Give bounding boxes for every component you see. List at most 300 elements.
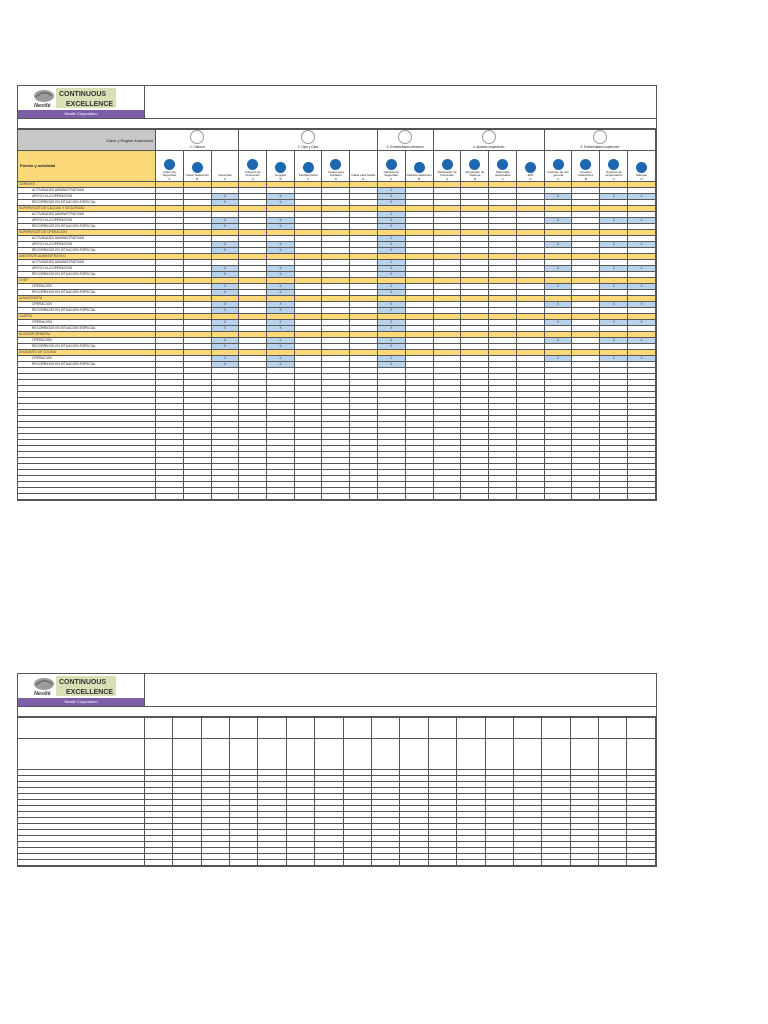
- region-group-label: 3. Extremidades inferiores: [386, 145, 424, 149]
- ppe-column-header: [350, 151, 378, 182]
- ppe-name: Casco Dieléctrico: [185, 173, 209, 177]
- ppe-required-cell: X: [377, 320, 405, 326]
- ppe-required-cell: X: [377, 326, 405, 332]
- ppe-icon: [553, 159, 564, 170]
- ppe-required-cell: X: [544, 320, 572, 326]
- ppe-required-cell: X: [628, 266, 656, 272]
- ppe-required-cell: X: [544, 338, 572, 344]
- ppe-code: C: [612, 176, 615, 181]
- ppe-required-cell: X: [211, 224, 239, 230]
- ppe-column-header: [183, 151, 211, 182]
- blank-cell: [428, 860, 456, 866]
- ppe-column-header: [377, 151, 405, 182]
- region-group: [377, 130, 433, 151]
- ppe-column-header: [628, 151, 656, 182]
- ppe-required-cell: X: [267, 308, 295, 314]
- empty-cell: [572, 494, 600, 500]
- ppe-required-cell: X: [211, 248, 239, 254]
- blank-header-cell: [173, 718, 201, 739]
- ppe-required-cell: X: [544, 302, 572, 308]
- ppe-required-cell: X: [211, 284, 239, 290]
- region-group: [544, 130, 655, 151]
- empty-cell: [600, 494, 628, 500]
- ppe-required-cell: X: [544, 356, 572, 362]
- blank-header-cell: [144, 718, 172, 739]
- blank-cell: [144, 860, 172, 866]
- ppe-required-cell: X: [377, 188, 405, 194]
- activity-name: RECORRIDOS EN SITUACIÓN ESPECIAL: [18, 272, 156, 278]
- empty-cell: [405, 494, 433, 500]
- blank-header-cell: [627, 739, 656, 770]
- empty-cell: [294, 494, 322, 500]
- blank-header-cell: [570, 739, 598, 770]
- ppe-column-header: [544, 151, 572, 182]
- blank-header-cell: [400, 739, 428, 770]
- ppe-code: B: [473, 176, 476, 181]
- activity-name: RECORRIDOS EN SITUACIÓN ESPECIAL: [18, 224, 156, 230]
- ppe-required-cell: X: [211, 320, 239, 326]
- empty-cell: [489, 494, 517, 500]
- ppe-required-cell: X: [267, 218, 295, 224]
- blank-header-cell: [286, 718, 314, 739]
- ppe-required-cell: X: [600, 338, 628, 344]
- ppe-required-cell: X: [267, 272, 295, 278]
- ppe-code: D: [640, 176, 643, 181]
- ppe-name: Guantes dieléctricos: [578, 169, 594, 177]
- blank-cell: [599, 860, 627, 866]
- ppe-required-cell: X: [267, 224, 295, 230]
- ppe-required-cell: X: [628, 320, 656, 326]
- ppe-icon: [469, 159, 480, 170]
- blank-header-label: [18, 718, 144, 739]
- blank-header-cell: [286, 739, 314, 770]
- svg-text:CONTINUOUS: CONTINUOUS: [59, 91, 107, 98]
- ppe-required-cell: X: [628, 218, 656, 224]
- blank-header-cell: [229, 739, 257, 770]
- empty-cell: [433, 494, 461, 500]
- activity-name: ACTIVIDADES ADMINISTRATIVAS: [18, 236, 156, 242]
- ppe-name: Anteojos de Protección: [244, 169, 261, 177]
- ppe-required-cell: X: [600, 242, 628, 248]
- blank-header-cell: [485, 718, 513, 739]
- body-region-icon: [301, 130, 315, 144]
- role-name: ALMACENISTA: [18, 296, 156, 302]
- blank-header-row: [18, 739, 656, 770]
- role-name: SUPERVISOR DE OPERACIÓN: [18, 230, 156, 236]
- logo-subtitle-bar: Nestlé Corporativo: [18, 110, 144, 118]
- empty-cell: [461, 494, 489, 500]
- blank-header-cell: [599, 718, 627, 739]
- blank-header-cell: [542, 718, 570, 739]
- svg-text:CONTINUOUS: CONTINUOUS: [59, 679, 107, 686]
- ppe-name: Calzado dieléctrico: [406, 173, 432, 177]
- blank-cell: [286, 860, 314, 866]
- region-group: [239, 130, 377, 151]
- blank-cell: [542, 860, 570, 866]
- blank-header-cell: [315, 739, 343, 770]
- ppe-required-cell: X: [211, 290, 239, 296]
- blank-header-cell: [201, 718, 229, 739]
- ppe-code: B: [196, 176, 199, 181]
- blank-cell: [513, 860, 541, 866]
- ppe-required-cell: X: [211, 302, 239, 308]
- ppe-required-cell: X: [544, 242, 572, 248]
- ppe-required-cell: X: [544, 284, 572, 290]
- ppe-icon: [525, 162, 536, 173]
- ppe-required-cell: X: [211, 200, 239, 206]
- ppe-required-cell: X: [377, 260, 405, 266]
- ppe-required-cell: X: [211, 362, 239, 368]
- ppe-column-header: [572, 151, 600, 182]
- ppe-icon: [164, 159, 175, 170]
- ppe-required-cell: X: [377, 344, 405, 350]
- ppe-column-header: [517, 151, 545, 182]
- role-name: ASISTENTE ADMINISTRATIVO: [18, 254, 156, 260]
- ppe-required-cell: X: [628, 356, 656, 362]
- ppe-icon: [497, 159, 508, 170]
- blank-header-cell: [428, 718, 456, 739]
- ppe-required-cell: X: [211, 338, 239, 344]
- ppe-required-cell: X: [377, 194, 405, 200]
- ppe-icon: [608, 159, 619, 170]
- ppe-required-cell: X: [267, 242, 295, 248]
- ppe-matrix-sheet: [17, 85, 657, 501]
- region-group-row: [18, 130, 656, 151]
- ppe-required-cell: X: [211, 266, 239, 272]
- ppe-name: Capuchas: [218, 173, 232, 177]
- region-group-label: 5. Extremidades superiores: [580, 145, 620, 149]
- ppe-required-cell: X: [544, 194, 572, 200]
- ppe-required-cell: X: [377, 272, 405, 278]
- activity-name: ACTIVIDADES ADMINISTRATIVAS: [18, 188, 156, 194]
- ppe-required-cell: X: [600, 266, 628, 272]
- body-region-icon: [593, 130, 607, 144]
- company-logo: [18, 86, 145, 118]
- blank-header-cell: [457, 718, 485, 739]
- empty-cell: [267, 494, 295, 500]
- ppe-code: B: [279, 176, 282, 181]
- ppe-required-cell: X: [211, 356, 239, 362]
- ppe-code: A: [446, 176, 449, 181]
- blank-header-cell: [343, 739, 371, 770]
- ppe-required-cell: X: [377, 236, 405, 242]
- blank-header-cell: [315, 718, 343, 739]
- blank-cell: [400, 860, 428, 866]
- region-group: [433, 130, 544, 151]
- blank-cell: [258, 860, 286, 866]
- ppe-code: C: [223, 176, 227, 181]
- ppe-required-cell: X: [377, 266, 405, 272]
- ppe-name: Casco de Seguridad: [162, 169, 177, 177]
- header-label: Puesto y actividad: [18, 151, 156, 182]
- ppe-name: Mangas: [636, 173, 647, 177]
- empty-cell: [517, 494, 545, 500]
- region-group-label: 1. Cabeza: [189, 145, 205, 149]
- blank-header-cell: [400, 718, 428, 739]
- empty-cell: [239, 494, 267, 500]
- svg-text:EXCELLENCE: EXCELLENCE: [66, 101, 114, 108]
- ppe-name: Respirador de Vapores: [465, 169, 485, 177]
- sheet-header: [18, 86, 656, 119]
- ppe-icon: [636, 162, 647, 173]
- ppe-required-cell: X: [600, 284, 628, 290]
- ppe-icon: [386, 159, 397, 170]
- ppe-name: Goggles: [274, 173, 287, 177]
- role-name: CAJERA: [18, 314, 156, 320]
- ppe-column-header: [489, 151, 517, 182]
- ppe-required-cell: X: [628, 338, 656, 344]
- activity-name: RECORRIDOS EN SITUACIÓN ESPECIAL: [18, 290, 156, 296]
- blank-header-cell: [570, 718, 598, 739]
- blank-header-cell: [599, 739, 627, 770]
- svg-text:EXCELLENCE: EXCELLENCE: [66, 689, 114, 696]
- blank-cell: [627, 860, 656, 866]
- empty-cell: [377, 494, 405, 500]
- ppe-required-cell: X: [377, 218, 405, 224]
- activity-name: RECORRIDOS EN SITUACIÓN ESPECIAL: [18, 344, 156, 350]
- ppe-code: A: [390, 176, 393, 181]
- activity-name: OPERACIÓN: [18, 320, 156, 326]
- activity-name: ACTIVIDADES ADMINISTRATIVAS: [18, 260, 156, 266]
- ppe-required-cell: X: [211, 326, 239, 332]
- ppe-required-cell: X: [211, 194, 239, 200]
- blank-header-cell: [144, 739, 172, 770]
- empty-cell: [156, 494, 184, 500]
- ppe-code: B: [584, 176, 587, 181]
- ppe-code: A: [251, 176, 254, 181]
- ppe-required-cell: X: [267, 248, 295, 254]
- blank-cell: [371, 860, 399, 866]
- activity-name: OPERACIÓN: [18, 302, 156, 308]
- ppe-code: D: [529, 176, 532, 181]
- blank-header-cell: [201, 739, 229, 770]
- ppe-column-header: [600, 151, 628, 182]
- ppe-required-cell: X: [267, 284, 295, 290]
- blank-header-cell: [343, 718, 371, 739]
- ppe-code: A: [168, 176, 171, 181]
- ppe-icon: [303, 162, 314, 173]
- ppe-table: [18, 129, 656, 500]
- activity-name: ACTIVIDADES ADMINISTRATIVAS: [18, 212, 156, 218]
- activity-name: OPERACIÓN: [18, 284, 156, 290]
- ppe-icon: [192, 162, 203, 173]
- ppe-icon: [580, 159, 591, 170]
- empty-cell: [211, 494, 239, 500]
- blank-header-label: [18, 739, 144, 770]
- ppe-required-cell: X: [211, 218, 239, 224]
- ppe-required-cell: X: [377, 362, 405, 368]
- ppe-code: A: [557, 176, 560, 181]
- ppe-required-cell: X: [267, 266, 295, 272]
- ppe-required-cell: X: [600, 320, 628, 326]
- blank-header-cell: [371, 718, 399, 739]
- empty-cell: [628, 494, 656, 500]
- empty-row: [18, 494, 656, 500]
- body-region-icon: [398, 130, 412, 144]
- empty-cell: [350, 494, 378, 500]
- activity-name: OPERACIÓN: [18, 338, 156, 344]
- activity-name: APOYO A LA OPERACIÓN: [18, 194, 156, 200]
- region-label: Clave y Región Anatómica: [18, 130, 156, 151]
- role-name: AUXILIAR GENERAL: [18, 332, 156, 338]
- ppe-name: EPA: [527, 173, 534, 177]
- blank-header-cell: [173, 739, 201, 770]
- activity-name: APOYO A LA OPERACIÓN: [18, 242, 156, 248]
- activity-name: APOYO A LA OPERACIÓN: [18, 266, 156, 272]
- sheet-spacer-row: [18, 119, 656, 129]
- ppe-required-cell: X: [377, 284, 405, 290]
- blank-cell: [229, 860, 257, 866]
- ppe-name: Guantes de temperatura: [605, 169, 622, 177]
- blank-template-sheet: [17, 673, 657, 867]
- ppe-required-cell: X: [211, 308, 239, 314]
- ppe-name: Careta para Soldador: [327, 169, 344, 177]
- activity-name: RECORRIDOS EN SITUACIÓN ESPECIAL: [18, 308, 156, 314]
- ppe-column-header: [322, 151, 350, 182]
- ppe-required-cell: X: [544, 266, 572, 272]
- blank-cell: [485, 860, 513, 866]
- body-region-icon: [482, 130, 496, 144]
- ppe-required-cell: X: [267, 326, 295, 332]
- sheet2-header: [18, 674, 656, 707]
- svg-text:Nestlé: Nestlé: [34, 103, 51, 109]
- blank-header-cell: [258, 718, 286, 739]
- blank-cell: [457, 860, 485, 866]
- blank-cell: [173, 860, 201, 866]
- ppe-icon: [414, 162, 425, 173]
- ppe-required-cell: X: [377, 224, 405, 230]
- ppe-required-cell: X: [377, 338, 405, 344]
- ppe-required-cell: X: [267, 320, 295, 326]
- ppe-required-cell: X: [211, 344, 239, 350]
- ppe-required-cell: X: [267, 344, 295, 350]
- role-name: SUPERVISOR DE CALIDAD Y SEGURIDAD: [18, 206, 156, 212]
- ppe-code: C: [307, 176, 310, 181]
- blank-row: [18, 860, 656, 866]
- role-name: GERENTE: [18, 182, 156, 188]
- ppe-required-cell: X: [377, 290, 405, 296]
- empty-cell: [544, 494, 572, 500]
- ppe-column-header: [267, 151, 295, 182]
- sheet2-spacer-row: [18, 707, 656, 717]
- ppe-required-cell: X: [600, 218, 628, 224]
- blank-cell: [315, 860, 343, 866]
- ppe-column-header: [433, 151, 461, 182]
- activity-name: APOYO A LA OPERACIÓN: [18, 218, 156, 224]
- ppe-column-header: [294, 151, 322, 182]
- ppe-icon: [275, 162, 286, 173]
- svg-text:Nestlé: Nestlé: [34, 691, 51, 697]
- activity-name: RECORRIDOS EN SITUACIÓN ESPECIAL: [18, 248, 156, 254]
- blank-cell: [201, 860, 229, 866]
- ppe-column-header: [461, 151, 489, 182]
- blank-cell: [570, 860, 598, 866]
- ppe-name: Mascarilla desechable: [495, 169, 511, 177]
- ppe-required-cell: X: [267, 338, 295, 344]
- nestle-continuous-excellence-logo-2: [32, 675, 132, 697]
- ppe-required-cell: X: [600, 302, 628, 308]
- company-logo-2: [18, 674, 145, 706]
- blank-header-cell: [229, 718, 257, 739]
- region-group-label: 2. Ojos y Cara: [297, 145, 319, 149]
- blank-header-cell: [513, 718, 541, 739]
- blank-header-cell: [457, 739, 485, 770]
- ppe-required-cell: X: [377, 308, 405, 314]
- ppe-name: Pantalla facial: [298, 173, 318, 177]
- blank-table: [18, 717, 656, 866]
- ppe-required-cell: X: [628, 242, 656, 248]
- activity-name: OPERACIÓN: [18, 356, 156, 362]
- logo-subtitle-bar-2: Nestlé Corporativo: [18, 698, 144, 706]
- activity-name: RECORRIDOS EN SITUACIÓN ESPECIAL: [18, 326, 156, 332]
- empty-cell: [183, 494, 211, 500]
- ppe-required-cell: X: [628, 284, 656, 290]
- ppe-code: E: [362, 176, 365, 181]
- role-name: CHEF: [18, 278, 156, 284]
- ppe-code: B: [418, 176, 421, 181]
- ppe-required-cell: X: [628, 194, 656, 200]
- ppe-required-cell: X: [600, 356, 628, 362]
- ppe-column-header: [239, 151, 267, 182]
- blank-header-cell: [542, 739, 570, 770]
- ppe-required-cell: X: [600, 194, 628, 200]
- ppe-name: Respirador de Partículas: [437, 169, 457, 177]
- blank-header-cell: [513, 739, 541, 770]
- ppe-column-header: [405, 151, 433, 182]
- ppe-required-cell: X: [377, 200, 405, 206]
- ppe-required-cell: X: [267, 290, 295, 296]
- ppe-required-cell: X: [377, 248, 405, 254]
- blank-header-cell: [428, 739, 456, 770]
- empty-label-cell: [18, 494, 156, 500]
- body-region-icon: [190, 130, 204, 144]
- ppe-name: Gafas para Soldar: [351, 173, 376, 177]
- ppe-required-cell: X: [267, 362, 295, 368]
- ppe-required-cell: X: [377, 356, 405, 362]
- blank-cell: [343, 860, 371, 866]
- ppe-required-cell: X: [267, 194, 295, 200]
- ppe-icon: [442, 159, 453, 170]
- ppe-required-cell: X: [267, 200, 295, 206]
- blank-label-cell: [18, 860, 144, 866]
- ppe-name: Guantes de uso general: [547, 169, 569, 177]
- ppe-required-cell: X: [377, 302, 405, 308]
- blank-header-cell: [258, 739, 286, 770]
- blank-header-cell: [371, 739, 399, 770]
- activity-name: RECORRIDOS EN SITUACIÓN ESPECIAL: [18, 362, 156, 368]
- role-name: AYUDANTE DE COCINA: [18, 350, 156, 356]
- blank-header-cell: [627, 718, 656, 739]
- ppe-required-cell: X: [267, 356, 295, 362]
- ppe-icon: [247, 159, 258, 170]
- ppe-code: C: [501, 176, 504, 181]
- activity-name: RECORRIDOS EN SITUACIÓN ESPECIAL: [18, 200, 156, 206]
- ppe-column-header: [211, 151, 239, 182]
- ppe-required-cell: X: [267, 302, 295, 308]
- blank-header-row: [18, 718, 656, 739]
- ppe-required-cell: X: [377, 242, 405, 248]
- ppe-code: D: [334, 176, 337, 181]
- ppe-column-header: [156, 151, 184, 182]
- empty-cell: [322, 494, 350, 500]
- ppe-required-cell: X: [377, 212, 405, 218]
- ppe-required-cell: X: [544, 218, 572, 224]
- region-group: [156, 130, 239, 151]
- nestle-continuous-excellence-logo: [32, 87, 132, 109]
- blank-header-cell: [485, 739, 513, 770]
- ppe-name: Calzado de Seguridad: [383, 169, 399, 177]
- ppe-required-cell: X: [628, 302, 656, 308]
